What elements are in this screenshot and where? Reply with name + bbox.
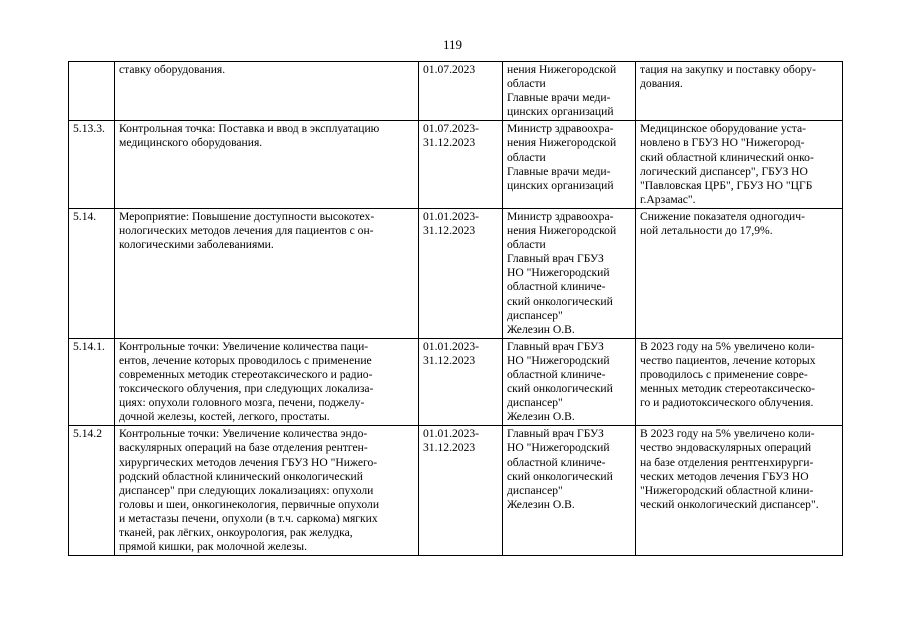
result-cell: тация на закупку и поставку обору- дования. bbox=[636, 62, 843, 121]
item-number-cell bbox=[69, 62, 115, 121]
item-number-cell: 5.14.2 bbox=[69, 426, 115, 556]
responsible-cell: Министр здравоохра- нения Нижегородской области Главные врачи меди- цинских организаций bbox=[503, 121, 636, 209]
table-row bbox=[69, 338, 843, 426]
result-cell: Медицинское оборудование уста- новлено в ГБУЗ НО "Нижегород- ский областной клинический онко- логический диспансер", ГБУЗ НО "Павловская ЦРБ", ГБУЗ НО "ЦГБ г.Арзамас". bbox=[636, 121, 843, 209]
responsible-cell: нения Нижегородской области Главные врачи меди- цинских организаций bbox=[503, 62, 636, 121]
item-number-cell: 5.14. bbox=[69, 208, 115, 338]
activity-cell: Контрольные точки: Увеличение количества паци- ентов, лечение которых проводилось с применение современных методик стереотаксического и радио- токсического облучения, при следующих локализа- циях: опухоли головного мозга, печени, поджелу- дочной железы, костей, легкого, простаты. bbox=[115, 338, 419, 426]
activity-cell: Мероприятие: Повышение доступности высокотех- нологических методов лечения для пациентов с он- кологическими заболеваниями. bbox=[115, 208, 419, 338]
activity-cell: Контрольные точки: Увеличение количества эндо- васкулярных операций на базе отделения рентген- хирургических методов лечения ГБУЗ НО "Нижего- родский областной клинический онкологический диспансер" при следующих локализациях: опухоли головы и шеи, онкогинекология, первичные опухоли и метастазы печени, опухоли (в т.ч. саркома) мягких тканей, рак лёгких, онкоурология, рак желудка, прямой кишки, рак молочной железы. bbox=[115, 426, 419, 556]
table-row bbox=[69, 121, 843, 209]
responsible-cell: Главный врач ГБУЗ НО "Нижегородский областной клиниче- ский онкологический диспансер" Железин О.В. bbox=[503, 338, 636, 426]
activity-cell: ставку оборудования. bbox=[115, 62, 419, 121]
responsible-cell: Министр здравоохра- нения Нижегородской области Главный врач ГБУЗ НО "Нижегородский областной клиниче- ский онкологический диспансер" Железин О.В. bbox=[503, 208, 636, 338]
responsible-cell: Главный врач ГБУЗ НО "Нижегородский областной клиниче- ский онкологический диспансер" Железин О.В. bbox=[503, 426, 636, 556]
deadline-cell: 01.01.2023- 31.12.2023 bbox=[419, 338, 503, 426]
result-cell: В 2023 году на 5% увеличено коли- чество эндоваскулярных операций на базе отделения рентгенхирурги- ческих методов лечения ГБУЗ НО "Нижегородский областной клини- ческий онкологический диспансер". bbox=[636, 426, 843, 556]
deadline-cell: 01.01.2023- 31.12.2023 bbox=[419, 208, 503, 338]
table-row bbox=[69, 208, 843, 338]
deadline-cell: 01.07.2023 bbox=[419, 62, 503, 121]
item-number-cell: 5.13.3. bbox=[69, 121, 115, 209]
item-number-cell: 5.14.1. bbox=[69, 338, 115, 426]
deadline-cell: 01.01.2023- 31.12.2023 bbox=[419, 426, 503, 556]
table-row bbox=[69, 426, 843, 556]
deadline-cell: 01.07.2023- 31.12.2023 bbox=[419, 121, 503, 209]
action-plan-table bbox=[68, 61, 843, 556]
activity-cell: Контрольная точка: Поставка и ввод в эксплуатацию медицинского оборудования. bbox=[115, 121, 419, 209]
result-cell: Снижение показателя одногодич- ной летальности до 17,9%. bbox=[636, 208, 843, 338]
result-cell: В 2023 году на 5% увеличено коли- чество пациентов, лечение которых проводилось с применение совре- менных методик стереотаксическо- го и радиотоксического облучения. bbox=[636, 338, 843, 426]
page-number: 119 bbox=[442, 37, 463, 52]
table-row bbox=[69, 62, 843, 121]
